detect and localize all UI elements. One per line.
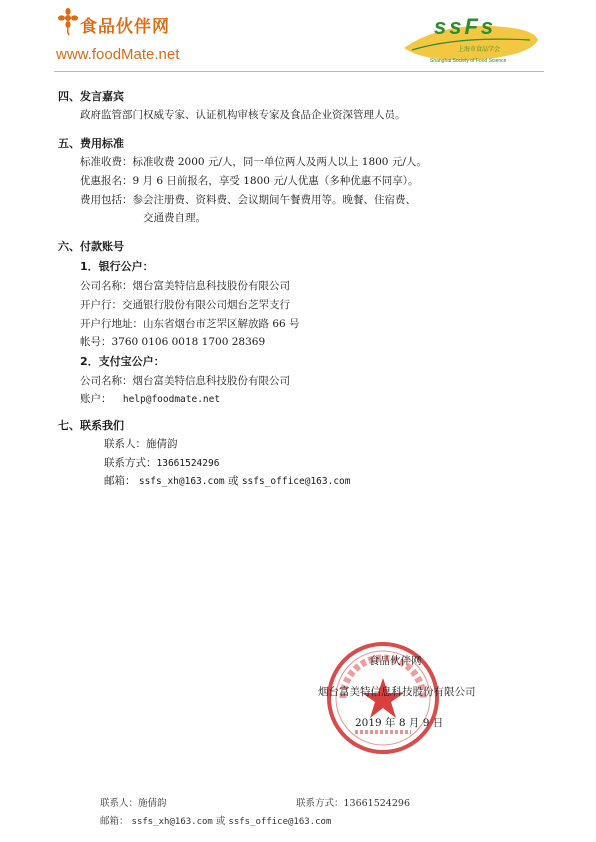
signature-org1: 食品伙伴网	[369, 655, 422, 667]
contact-person: 联系人：施倩韵	[104, 438, 178, 450]
contact-email-row	[104, 472, 351, 491]
contact-email-2: ssfs_office@163.com	[241, 476, 351, 487]
alipay-company: 公司名称：烟台富美特信息科技股份有限公司	[80, 375, 290, 387]
section-speakers-body: 政府监管部门权威专家、认证机构审核专家及食品企业资深管理人员。	[80, 109, 406, 121]
footer-person: 联系人：施倩韵	[100, 798, 167, 809]
section-fees-heading: 五、费用标准	[58, 137, 124, 150]
footer-email-1: ssfs_xh@163.com	[131, 817, 213, 827]
contact-email-1: ssfs_xh@163.com	[138, 476, 225, 487]
alipay-account-row	[80, 390, 220, 409]
contact-email-or: 或	[227, 475, 239, 487]
signature-org2: 烟台富美特信息科技股份有限公司	[318, 686, 476, 698]
ssfs-logo-text: ssFs	[434, 14, 497, 39]
bank-address: 开户行地址：山东省烟台市芝罘区解放路 66 号	[80, 318, 300, 330]
signature-date: 2019 年 8 月 9 日	[355, 717, 444, 729]
footer-email-row	[100, 813, 331, 827]
contact-phone-row	[104, 454, 219, 473]
bank-company: 公司名称：烟台富美特信息科技股份有限公司	[80, 280, 290, 292]
contact-phone-value: 13661524296	[156, 458, 220, 469]
foodmate-logo-icon	[56, 8, 80, 36]
contact-phone-label: 联系方式：	[104, 457, 157, 469]
header	[0, 0, 596, 72]
fees-discount: 优惠报名：9 月 6 日前报名，享受 1800 元/人优惠（多种优惠不同享）。	[80, 175, 419, 187]
ssfs-logo-cn: 上海市食品学会	[458, 46, 501, 53]
bank-account: 帐号：3760 0106 0018 1700 28369	[80, 336, 266, 348]
fees-standard: 标准收费：标准收费 2000 元/人，同一单位两人及两人以上 1800 元/人。	[80, 156, 427, 168]
foodmate-logo-url: www.foodMate.net	[56, 46, 180, 63]
section-contact-heading: 七、联系我们	[58, 419, 124, 432]
section-payment-heading: 六、付款账号	[58, 240, 124, 253]
section-speakers-heading: 四、发言嘉宾	[58, 90, 124, 103]
ssfs-logo-en: Shanghai Society of Food Science	[430, 58, 507, 64]
header-divider	[54, 71, 544, 72]
fees-includes-line1: 费用包括：参会注册费、资料费、会议期间午餐费用等。晚餐、住宿费、	[80, 194, 416, 206]
footer-email-or: 或	[215, 816, 226, 827]
alipay-account-value: help@foodmate.net	[122, 394, 221, 405]
contact-email-label: 邮箱：	[104, 475, 136, 487]
alipay-account-label: 账户：	[80, 393, 112, 405]
bank-title: 1．银行公户：	[80, 260, 154, 273]
footer-email-2: ssfs_office@163.com	[228, 817, 332, 827]
alipay-title: 2．支付宝公户：	[80, 355, 165, 368]
bank-name: 开户行：交通银行股份有限公司烟台芝罘支行	[80, 299, 290, 311]
footer-email-label: 邮箱：	[100, 816, 129, 827]
footer-phone: 联系方式：13661524296	[296, 798, 410, 809]
foodmate-logo-text: 食品伙伴网	[80, 17, 170, 37]
fees-includes-line2: 交通费自理。	[143, 212, 206, 224]
